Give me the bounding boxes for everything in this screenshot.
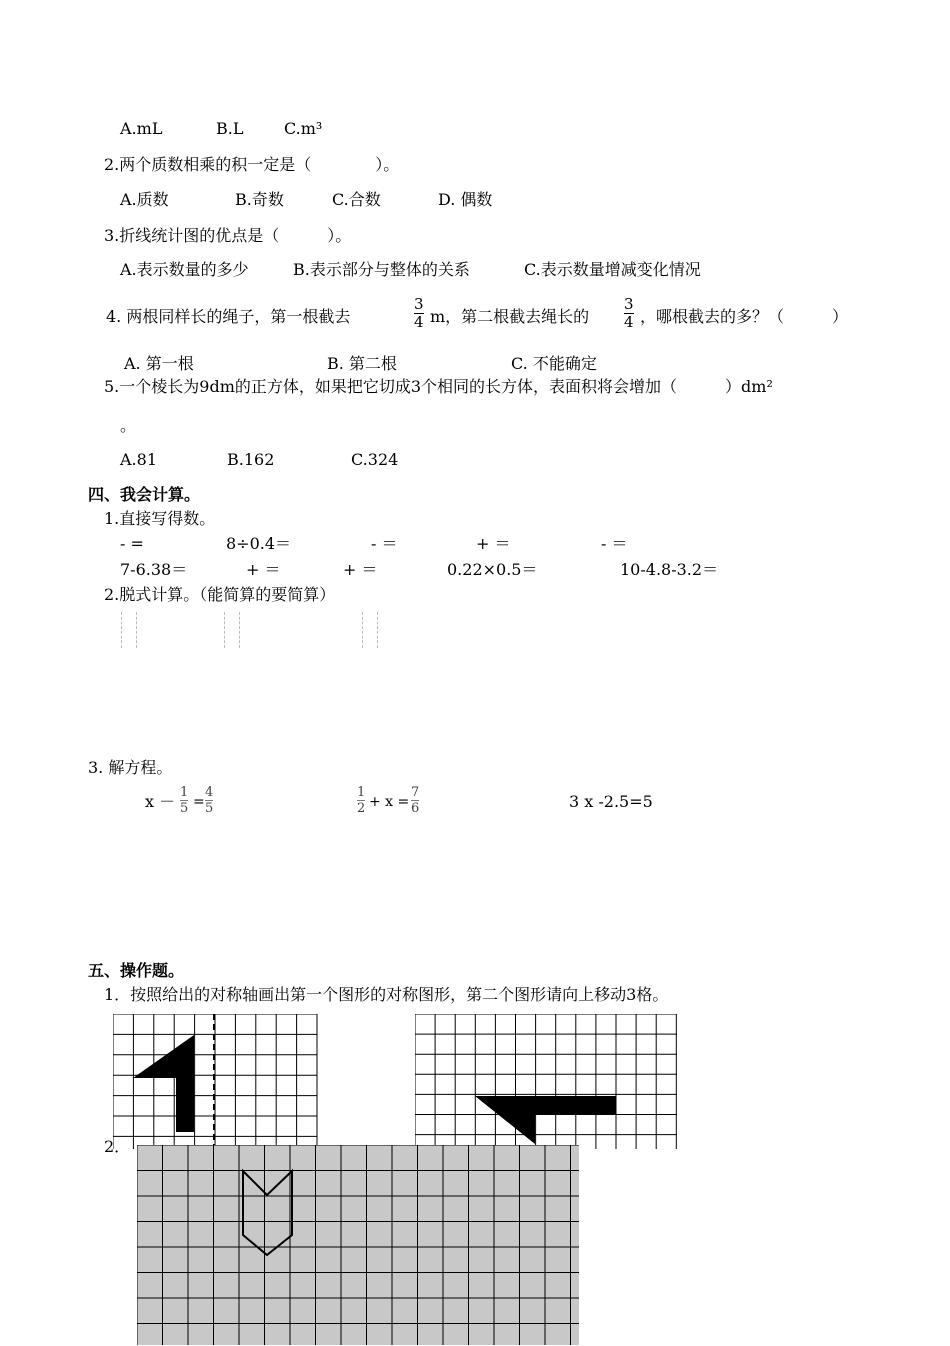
eq2-f2-den: 6 [411, 801, 420, 816]
calc-r2-c1: 7-6.38＝ [120, 560, 188, 579]
q4-stem-part2: ，哪根截去的多？（ ） [640, 307, 849, 326]
calc-r1-c4: + ＝ [476, 534, 511, 553]
calc-r2-c3: + ＝ [343, 560, 378, 579]
calc-r2-c5: 10-4.8-3.2＝ [620, 560, 719, 579]
q2-option-b: B.奇数 [235, 190, 284, 209]
q4-stem-unit: m，第二根截去绳长的 [430, 307, 590, 326]
symmetry-grid [113, 1014, 318, 1149]
q4-fraction-2-num: 3 [624, 295, 634, 313]
q2-option-c: C.合数 [332, 190, 381, 209]
q3-stem: 3.折线统计图的优点是（ ）。 [104, 226, 352, 245]
eq2-f2-num: 7 [411, 785, 420, 800]
q3-option-a: A.表示数量的多少 [120, 260, 249, 279]
eq1-f2-num: 4 [205, 785, 214, 800]
q3-option-b: B.表示部分与整体的关系 [293, 260, 470, 279]
calc-r1-c5: - ＝ [601, 534, 628, 553]
eq2-fraction-2 [411, 785, 419, 816]
pentagon-grid [137, 1145, 579, 1345]
q5-option-c: C.324 [351, 450, 399, 469]
eq1-f1-den: 5 [180, 801, 189, 816]
eq1-lhs: x － [145, 792, 176, 811]
flag-shape [133, 1035, 194, 1132]
q3-option-c: C.表示数量增减变化情况 [524, 260, 701, 279]
q4-1-title: 1.直接写得数。 [104, 509, 216, 528]
eq1-f2-den: 5 [205, 801, 214, 816]
translation-grid [415, 1014, 677, 1149]
q5-1-text: 1．按照给出的对称轴画出第一个图形的对称图形，第二个图形请向上移动3格。 [104, 985, 669, 1004]
q1-option-a: A.mL [120, 119, 163, 138]
eq1-equals: = [193, 794, 205, 810]
q4-3-title: 3. 解方程。 [88, 758, 173, 777]
eq1-f1-num: 1 [180, 785, 189, 800]
section4-title: 四、我会计算。 [88, 485, 201, 504]
eq1-fraction-2 [205, 785, 213, 816]
q2-stem: 2.两个质数相乘的积一定是（ ）。 [104, 155, 400, 174]
q4-fraction-1 [414, 296, 424, 331]
translate-shape [475, 1096, 616, 1144]
faint-expression-3 [362, 612, 378, 648]
q5-2-label: 2． [104, 1137, 131, 1156]
q5-option-a: A.81 [120, 450, 157, 469]
eq3: 3 x -2.5=5 [569, 792, 653, 811]
calc-r1-c3: - ＝ [371, 534, 398, 553]
faint-expression-1 [121, 612, 137, 648]
q4-fraction-1-den: 4 [414, 313, 424, 331]
eq1-fraction-1 [180, 785, 188, 816]
q4-option-a: A. 第一根 [124, 354, 194, 373]
q5-stem: 5.一个棱长为9dm的正方体，如果把它切成3个相同的长方体，表面积将会增加（ ）dm² [104, 377, 773, 396]
faint-expression-2 [224, 612, 240, 648]
calc-r2-c2: + ＝ [246, 560, 281, 579]
q4-option-b: B. 第二根 [327, 354, 397, 373]
eq2-mid: + x = [369, 794, 410, 810]
q4-fraction-1-num: 3 [414, 295, 424, 313]
eq2-f1-den: 2 [357, 801, 366, 816]
q1-option-c: C.m³ [284, 119, 323, 138]
q5-option-b: B.162 [227, 450, 275, 469]
q2-option-a: A.质数 [120, 190, 169, 209]
eq2-fraction-1 [357, 785, 365, 816]
q4-option-c: C. 不能确定 [511, 354, 597, 373]
calc-r1-c2: 8÷0.4＝ [226, 534, 292, 553]
calc-r2-c4: 0.22×0.5＝ [447, 560, 538, 579]
q4-2-title: 2.脱式计算。（能简算的要简算） [104, 585, 336, 604]
section5-title: 五、操作题。 [88, 961, 185, 980]
calc-r1-c1: - = [120, 534, 144, 553]
q1-option-b: B.L [216, 119, 244, 138]
q4-fraction-2-den: 4 [624, 313, 634, 331]
q5-tail: 。 [120, 416, 137, 435]
q4-stem-part1: 4. 两根同样长的绳子，第一根截去 [106, 307, 351, 326]
eq2-f1-num: 1 [357, 785, 366, 800]
q2-option-d: D. 偶数 [438, 190, 493, 209]
q4-fraction-2 [624, 296, 634, 331]
